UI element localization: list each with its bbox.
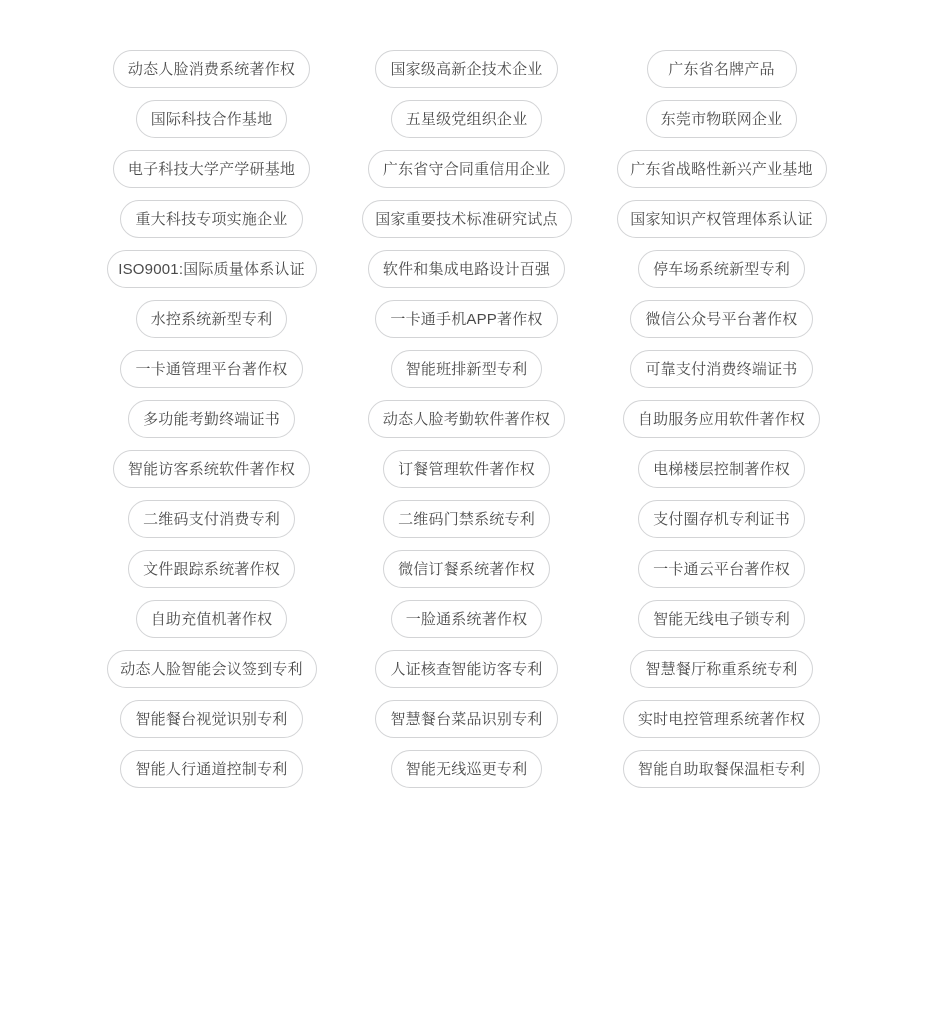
certificate-chip[interactable]: 智能餐台视觉识别专利 <box>120 700 302 738</box>
certificate-chip-grid <box>104 50 829 788</box>
certificate-chip[interactable]: 智能无线电子锁专利 <box>638 600 805 638</box>
certificate-chip[interactable]: 自助充值机著作权 <box>136 600 288 638</box>
certificate-chip[interactable]: 智能自助取餐保温柜专利 <box>623 750 820 788</box>
certificate-chip[interactable]: 五星级党组织企业 <box>391 100 543 138</box>
certificate-chip[interactable]: 一脸通系统著作权 <box>391 600 543 638</box>
certificate-chip[interactable]: 电梯楼层控制著作权 <box>638 450 805 488</box>
certificate-chip[interactable]: 智慧餐台菜品识别专利 <box>375 700 557 738</box>
certificate-chip[interactable]: 订餐管理软件著作权 <box>383 450 550 488</box>
certificate-chip[interactable]: 国际科技合作基地 <box>136 100 288 138</box>
certificate-chip[interactable]: 智能人行通道控制专利 <box>120 750 302 788</box>
certificate-chip[interactable]: 自助服务应用软件著作权 <box>623 400 820 438</box>
certificate-chip[interactable]: 国家重要技术标准研究试点 <box>362 200 572 238</box>
certificate-chip[interactable]: 软件和集成电路设计百强 <box>368 250 565 288</box>
certificate-chip[interactable]: 智能无线巡更专利 <box>391 750 543 788</box>
certificate-chip[interactable]: 重大科技专项实施企业 <box>120 200 302 238</box>
certificate-chip[interactable]: 广东省战略性新兴产业基地 <box>617 150 827 188</box>
certificate-chip[interactable]: 动态人脸消费系统著作权 <box>113 50 310 88</box>
certificate-chip[interactable]: 广东省名牌产品 <box>647 50 797 88</box>
certificate-chip[interactable]: 多功能考勤终端证书 <box>128 400 295 438</box>
certificate-chip[interactable]: 智慧餐厅称重系统专利 <box>630 650 812 688</box>
certificate-chip[interactable]: 广东省守合同重信用企业 <box>368 150 565 188</box>
certificate-chip[interactable]: 智能班排新型专利 <box>391 350 543 388</box>
certificate-chip[interactable]: 人证核查智能访客专利 <box>375 650 557 688</box>
certificate-chip[interactable]: 一卡通手机APP著作权 <box>375 300 557 338</box>
certificate-chip[interactable]: 支付圈存机专利证书 <box>638 500 805 538</box>
certificate-chip[interactable]: 微信订餐系统著作权 <box>383 550 550 588</box>
certificate-chip[interactable]: 动态人脸考勤软件著作权 <box>368 400 565 438</box>
certificate-chip[interactable]: 动态人脸智能会议签到专利 <box>107 650 317 688</box>
certificate-chip[interactable]: ISO9001:国际质量体系认证 <box>107 250 317 288</box>
certificate-chip[interactable]: 智能访客系统软件著作权 <box>113 450 310 488</box>
certificate-chip[interactable]: 国家级高新企技术企业 <box>375 50 557 88</box>
certificate-chip[interactable]: 东莞市物联网企业 <box>646 100 798 138</box>
certificate-chip[interactable]: 可靠支付消费终端证书 <box>630 350 812 388</box>
certificate-chip[interactable]: 二维码支付消费专利 <box>128 500 295 538</box>
certificate-chip[interactable]: 一卡通管理平台著作权 <box>120 350 302 388</box>
certificate-chip[interactable]: 文件跟踪系统著作权 <box>128 550 295 588</box>
certificate-chip[interactable]: 电子科技大学产学研基地 <box>113 150 310 188</box>
certificate-chip[interactable]: 水控系统新型专利 <box>136 300 288 338</box>
certificate-chip[interactable]: 微信公众号平台著作权 <box>630 300 812 338</box>
certificate-chip[interactable]: 停车场系统新型专利 <box>638 250 805 288</box>
certificate-chip[interactable]: 实时电控管理系统著作权 <box>623 700 820 738</box>
certificate-chip[interactable]: 二维码门禁系统专利 <box>383 500 550 538</box>
certificate-chip[interactable]: 国家知识产权管理体系认证 <box>617 200 827 238</box>
certificate-chip[interactable]: 一卡通云平台著作权 <box>638 550 805 588</box>
